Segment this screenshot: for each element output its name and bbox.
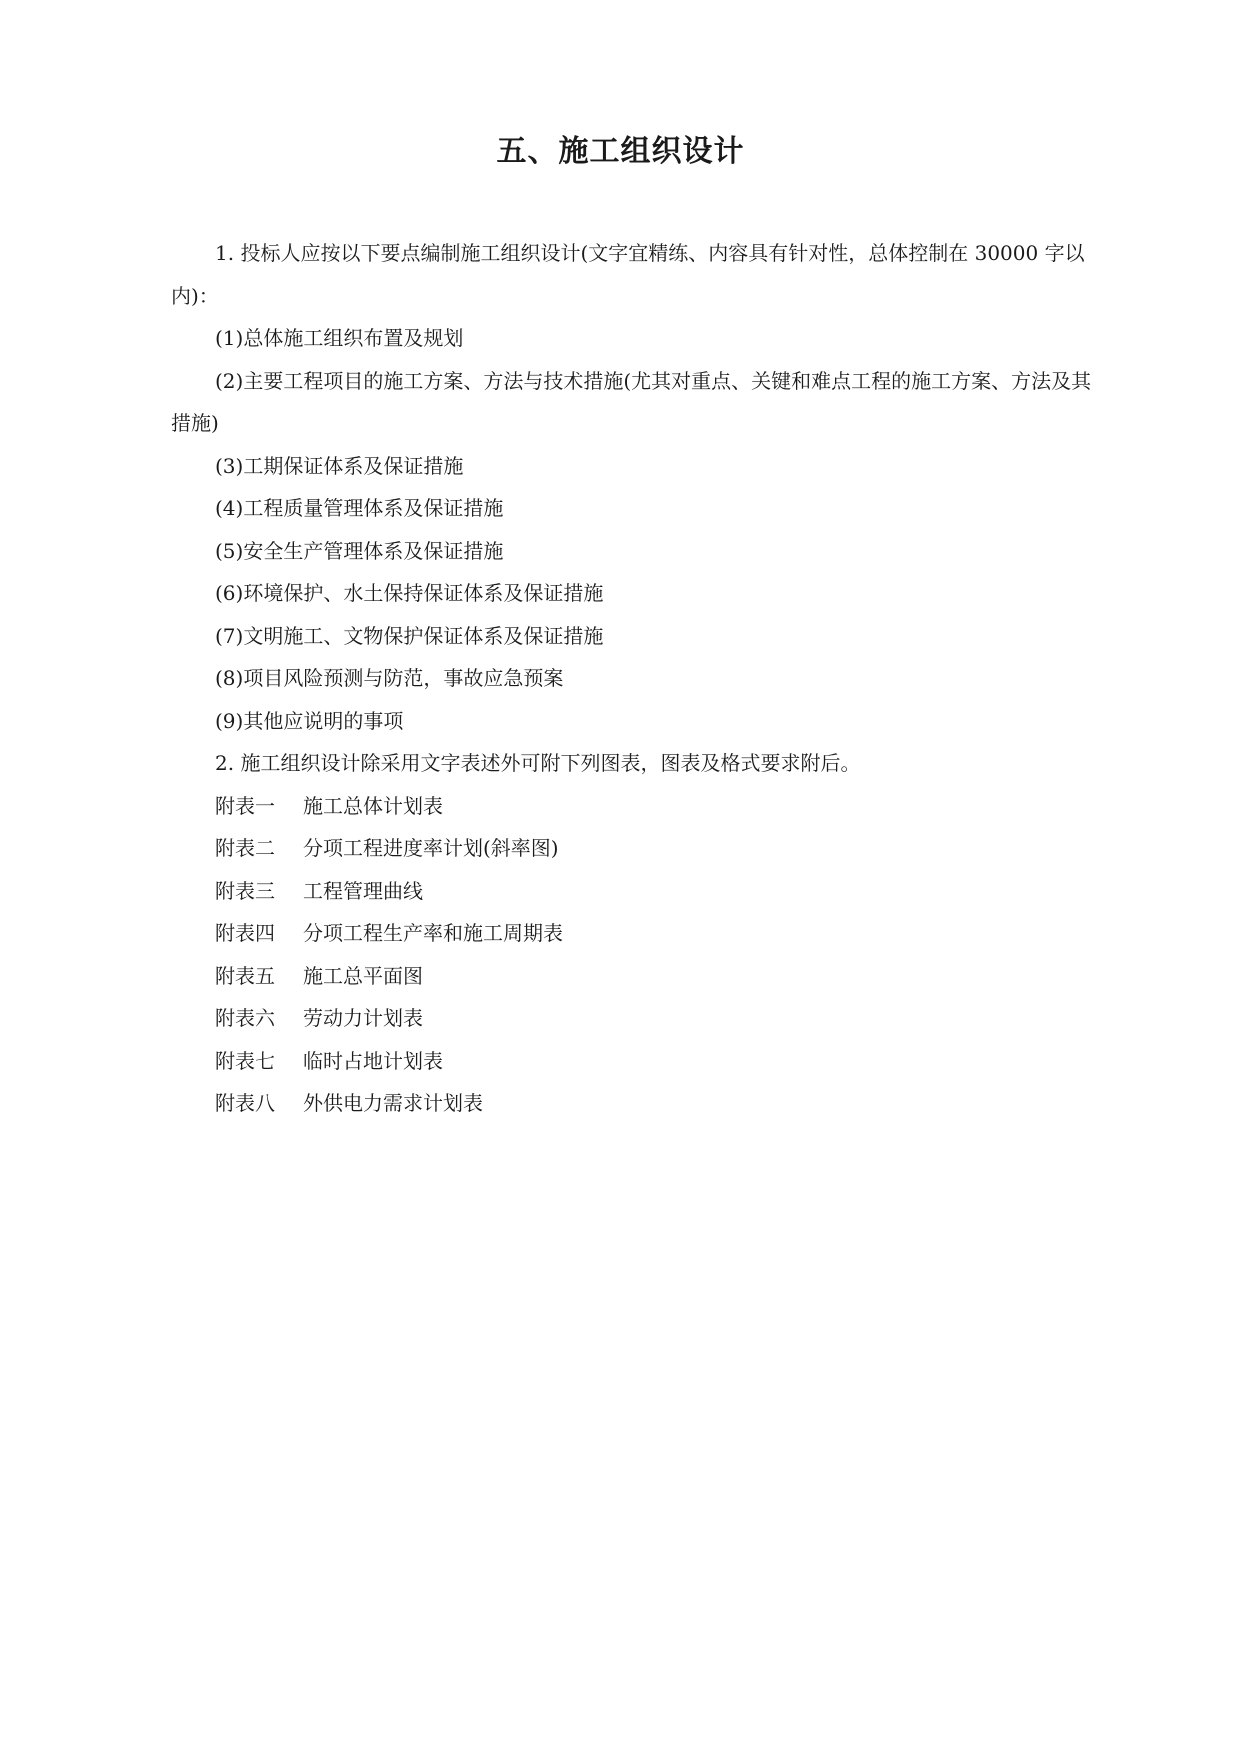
list-item: (3)工期保证体系及保证措施 — [215, 453, 464, 478]
list-item: (6)环境保护、水土保持保证体系及保证措施 — [215, 581, 604, 605]
list-item: (8)项目风险预测与防范，事故应急预案 — [215, 666, 564, 690]
appendix-name: 工程管理曲线 — [303, 878, 423, 903]
appendix-label: 附表六 — [215, 1006, 275, 1030]
appendix-label: 附表一 — [215, 793, 275, 818]
appendix-label: 附表二 — [215, 836, 275, 860]
list-item: (5)安全生产管理体系及保证措施 — [215, 538, 504, 563]
appendix-item — [171, 827, 1101, 870]
appendix-name: 分项工程生产率和施工周期表 — [303, 921, 563, 945]
appendix-item — [171, 955, 1101, 998]
appendix-name: 劳动力计划表 — [303, 1006, 423, 1030]
appendix-item — [171, 870, 1101, 913]
appendix-item — [171, 785, 1101, 828]
appendix-label: 附表八 — [215, 1091, 275, 1115]
appendix-name: 临时占地计划表 — [303, 1048, 443, 1073]
list-item: (1)总体施工组织布置及规划 — [215, 326, 464, 350]
list-item: (9)其他应说明的事项 — [215, 708, 404, 733]
intro-paragraph: 1. 投标人应按以下要点编制施工组织设计(文字宜精练、内容具有针对性，总体控制在 30000 字以内)： — [171, 241, 1085, 308]
page-title: 五、施工组织设计 — [496, 134, 745, 169]
appendix-item — [171, 1082, 1101, 1125]
list-item: (4)工程质量管理体系及保证措施 — [215, 496, 504, 520]
appendix-name: 施工总平面图 — [303, 963, 423, 988]
appendix-item — [171, 912, 1101, 955]
appendix-label: 附表七 — [215, 1048, 275, 1073]
appendix-name: 外供电力需求计划表 — [303, 1091, 483, 1115]
list-item: (2)主要工程项目的施工方案、方法与技术措施(尤其对重点、关键和难点工程的施工方案、方法及其措施) — [171, 368, 1092, 435]
appendix-item — [171, 1040, 1101, 1083]
appendix-label: 附表三 — [215, 878, 275, 903]
appendix-name: 分项工程进度率计划(斜率图) — [303, 836, 559, 860]
document-body — [171, 232, 1101, 1125]
appendix-item — [171, 997, 1101, 1040]
appendix-label: 附表五 — [215, 963, 275, 988]
appendix-name: 施工总体计划表 — [303, 793, 443, 818]
list-item: (7)文明施工、文物保护保证体系及保证措施 — [215, 623, 604, 648]
appendix-label: 附表四 — [215, 921, 275, 945]
section-2-paragraph: 2. 施工组织设计除采用文字表述外可附下列图表，图表及格式要求附后。 — [215, 751, 861, 775]
